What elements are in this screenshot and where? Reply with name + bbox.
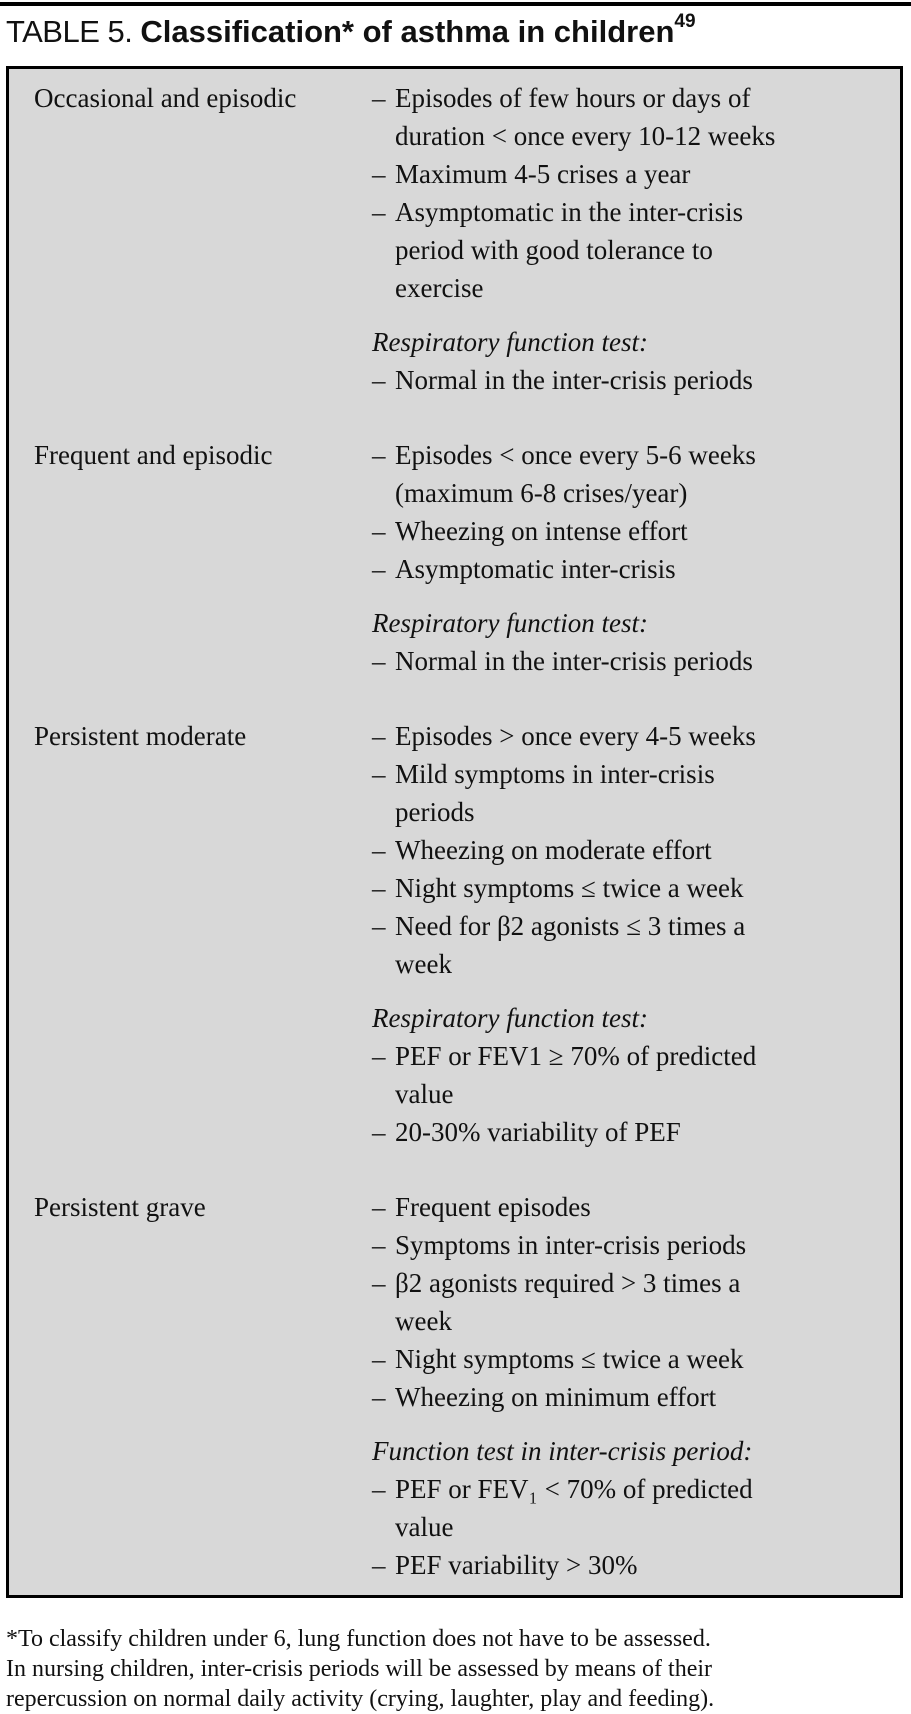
criterion-line: Wheezing on moderate effort [395,835,712,865]
table-row [9,1188,900,1584]
criterion-line: Wheezing on minimum effort [395,1382,717,1412]
group-heading: Respiratory function test: [372,608,648,638]
criterion-line: PEF or FEV₁ < 70% of predicted [395,1474,753,1504]
criterion-line: value [395,1512,454,1542]
category-name: Persistent moderate [34,721,247,751]
criterion-line: Episodes of few hours or days of [395,83,751,113]
dash-bullet: – [372,1230,386,1260]
criterion-line: Episodes > once every 4-5 weeks [395,721,756,751]
criterion-line: exercise [395,273,484,303]
criterion-item [372,1378,900,1416]
criterion-item [372,155,900,193]
criteria-group [372,604,900,680]
category-name: Occasional and episodic [34,83,297,113]
dash-bullet: – [372,873,386,903]
category-name: Persistent grave [34,1192,206,1222]
category-name: Frequent and episodic [34,440,273,470]
criteria-group [372,1188,900,1416]
table-row [9,717,900,1151]
criterion-item [372,1188,900,1226]
table-row [9,79,900,399]
footnote-line: repercussion on normal daily activity (crying, laughter, play and feeding). [6,1686,715,1712]
criterion-item [372,1470,900,1546]
criterion-line: Night symptoms ≤ twice a week [395,873,744,903]
criteria-group [372,323,900,399]
dash-bullet: – [372,835,386,865]
criterion-item [372,1113,900,1151]
criterion-line: Asymptomatic inter-crisis [395,554,676,584]
group-heading: Respiratory function test: [372,327,648,357]
dash-bullet: – [372,1192,386,1222]
criteria-column [372,717,900,1151]
criterion-item [372,642,900,680]
criterion-line: duration < once every 10-12 weeks [395,121,776,151]
criterion-item [372,512,900,550]
group-heading: Respiratory function test: [372,1003,648,1033]
table-caption [140,11,696,49]
classification-table [6,66,903,1598]
dash-bullet: – [372,1268,386,1298]
criteria-group [372,79,900,307]
dash-bullet: – [372,1117,386,1147]
dash-bullet: – [372,516,386,546]
criterion-item [372,436,900,512]
footnote [6,1624,714,1714]
top-rule [0,2,911,6]
dash-bullet: – [372,1382,386,1412]
criterion-line: Frequent episodes [395,1192,591,1222]
criterion-line: PEF variability > 30% [395,1550,638,1580]
criterion-item [372,717,900,755]
criterion-line: Maximum 4-5 crises a year [395,159,691,189]
criterion-item [372,755,900,831]
group-heading: Function test in inter-crisis period: [372,1436,753,1466]
criterion-item [372,869,900,907]
reference-number: 49 [674,11,696,32]
criteria-group [372,1432,900,1584]
dash-bullet: – [372,159,386,189]
dash-bullet: – [372,759,386,789]
table-label: TABLE 5. [6,14,133,49]
criterion-line: Wheezing on intense effort [395,516,688,546]
criterion-item [372,361,900,399]
criterion-item [372,193,900,307]
table-title [6,11,696,50]
criterion-item [372,831,900,869]
criteria-column [372,1188,900,1584]
dash-bullet: – [372,365,386,395]
criteria-group [372,717,900,983]
criterion-line: Episodes < once every 5-6 weeks [395,440,756,470]
criterion-line: Need for β2 agonists ≤ 3 times a [395,911,746,941]
criterion-line: (maximum 6-8 crises/year) [395,478,688,508]
criterion-item [372,907,900,983]
criterion-line: β2 agonists required > 3 times a [395,1268,741,1298]
criterion-item [372,1264,900,1340]
footnote-line: In nursing children, inter-crisis periods will be assessed by means of their [6,1656,713,1682]
criterion-line: value [395,1079,454,1109]
criteria-group [372,999,900,1151]
criteria-group [372,436,900,588]
criterion-line: periods [395,797,475,827]
criterion-line: PEF or FEV1 ≥ 70% of predicted [395,1041,757,1071]
criterion-item [372,1546,900,1584]
dash-bullet: – [372,721,386,751]
criterion-line: week [395,1306,452,1336]
dash-bullet: – [372,911,386,941]
criterion-line: Normal in the inter-crisis periods [395,646,753,676]
criterion-item [372,1340,900,1378]
dash-bullet: – [372,1474,386,1504]
criteria-column [372,436,900,680]
dash-bullet: – [372,197,386,227]
criterion-line: week [395,949,452,979]
criterion-item [372,550,900,588]
criterion-line: period with good tolerance to [395,235,713,265]
dash-bullet: – [372,440,386,470]
criterion-line: Night symptoms ≤ twice a week [395,1344,744,1374]
table-row [9,436,900,680]
criteria-column [372,79,900,399]
criterion-line: Normal in the inter-crisis periods [395,365,753,395]
criterion-item [372,79,900,155]
dash-bullet: – [372,554,386,584]
dash-bullet: – [372,1550,386,1580]
criterion-line: Mild symptoms in inter-crisis [395,759,715,789]
dash-bullet: – [372,1041,386,1071]
dash-bullet: – [372,83,386,113]
dash-bullet: – [372,1344,386,1374]
criterion-line: 20-30% variability of PEF [395,1117,681,1147]
criterion-line: Asymptomatic in the inter-crisis [395,197,744,227]
criterion-item [372,1226,900,1264]
caption-text: Classification* of asthma in children [140,14,675,49]
dash-bullet: – [372,646,386,676]
footnote-line: *To classify children under 6, lung function does not have to be assessed. [6,1626,711,1652]
criterion-line: Symptoms in inter-crisis periods [395,1230,747,1260]
criterion-item [372,1037,900,1113]
